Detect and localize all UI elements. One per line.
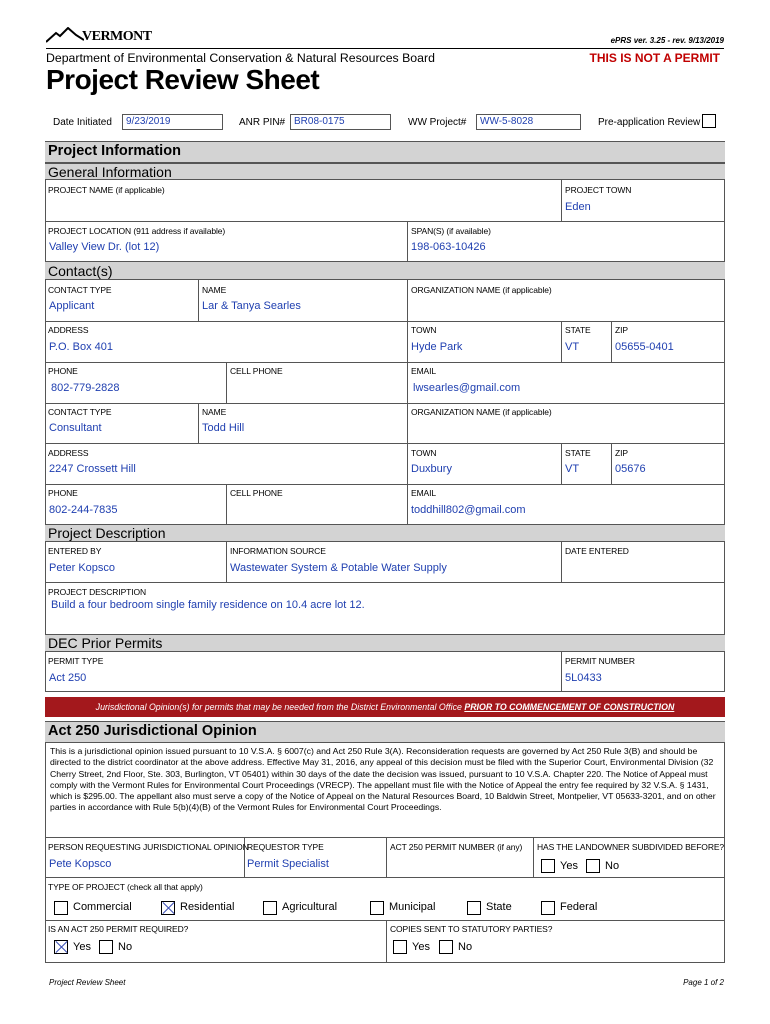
required-yes-label: Yes xyxy=(73,941,91,953)
copies-no-label: No xyxy=(458,941,473,953)
contact2-phone-field[interactable]: 802-244-7835 xyxy=(49,504,118,516)
residential-checkbox[interactable] xyxy=(161,901,175,915)
mountain-icon xyxy=(46,27,84,43)
federal-checkbox[interactable] xyxy=(541,901,555,915)
requestor-type-field[interactable]: Permit Specialist xyxy=(247,858,329,870)
required-no-checkbox[interactable] xyxy=(99,940,113,954)
contacts-band xyxy=(45,261,725,280)
jurisdictional-notice-bar xyxy=(45,697,725,717)
contact1-town-field[interactable]: Hyde Park xyxy=(411,341,463,353)
contact2-name-label: NAME xyxy=(202,407,227,417)
preapp-checkbox[interactable] xyxy=(702,114,716,128)
copies-yes-checkbox[interactable] xyxy=(393,940,407,954)
contact1-type-label: CONTACT TYPE xyxy=(48,285,112,295)
federal-label: Federal xyxy=(560,901,598,913)
subdivided-label: HAS THE LANDOWNER SUBDIVIDED BEFORE? xyxy=(537,842,725,852)
contacts-heading: Contact(s) xyxy=(48,263,113,279)
project-description-label: PROJECT DESCRIPTION xyxy=(48,587,147,597)
contact2-name-field[interactable]: Todd Hill xyxy=(202,422,245,434)
preapp-label: Pre-application Review xyxy=(598,117,701,128)
contact1-town-label: TOWN xyxy=(411,325,437,335)
required-no-label: No xyxy=(118,941,133,953)
subdivided-yes-label: Yes xyxy=(560,860,578,872)
project-description-field[interactable]: Build a four bedroom single family residence on 10.4 acre lot 12. xyxy=(51,599,365,611)
contact1-org-label: ORGANIZATION NAME (if applicable) xyxy=(411,285,552,295)
contact1-address-label: ADDRESS xyxy=(48,325,89,335)
footer-left: Project Review Sheet xyxy=(49,978,126,987)
subdivided-no-label: No xyxy=(605,860,620,872)
logo-text: VERMONT xyxy=(82,29,152,44)
page-title: Project Review Sheet xyxy=(46,64,320,95)
contact2-state-label: STATE xyxy=(565,448,591,458)
permit-number-label: PERMIT NUMBER xyxy=(565,656,635,666)
project-name-label: PROJECT NAME (if applicable) xyxy=(48,185,165,195)
ww-project-field[interactable]: WW-5-8028 xyxy=(476,114,581,130)
contact1-state-field[interactable]: VT xyxy=(565,341,580,353)
date-initiated-field[interactable]: 9/23/2019 xyxy=(122,114,223,130)
date-initiated-label: Date Initiated xyxy=(53,117,112,128)
agricultural-label: Agricultural xyxy=(282,901,338,913)
permit-type-label: PERMIT TYPE xyxy=(48,656,104,666)
date-entered-label: DATE ENTERED xyxy=(565,546,629,556)
version-text: ePRS ver. 3.25 - rev. 9/13/2019 xyxy=(610,36,724,45)
copies-no-checkbox[interactable] xyxy=(439,940,453,954)
prior-permits-heading: DEC Prior Permits xyxy=(48,635,163,651)
jurisdictional-notice-text: Jurisdictional Opinion(s) for permits that may be needed from the District Environmental Office xyxy=(95,702,462,712)
contact2-type-field[interactable]: Consultant xyxy=(49,422,102,434)
span-label: SPAN(S) (if available) xyxy=(411,226,491,236)
entered-by-field[interactable]: Peter Kopsco xyxy=(49,562,116,574)
permit-type-field[interactable]: Act 250 xyxy=(49,672,87,684)
contact2-type-label: CONTACT TYPE xyxy=(48,407,112,417)
agricultural-checkbox[interactable] xyxy=(263,901,277,915)
contact2-org-label: ORGANIZATION NAME (if applicable) xyxy=(411,407,552,417)
footer-page-number: Page 1 of 2 xyxy=(683,978,724,987)
contact2-phone-label: PHONE xyxy=(48,488,78,498)
contact1-zip-field[interactable]: 05655-0401 xyxy=(615,341,674,353)
contact2-town-field[interactable]: Duxbury xyxy=(411,463,452,475)
contact2-zip-field[interactable]: 05676 xyxy=(615,463,646,475)
residential-label: Residential xyxy=(180,901,235,913)
commercial-checkbox[interactable] xyxy=(54,901,68,915)
copies-sent-label: COPIES SENT TO STATUTORY PARTIES? xyxy=(390,924,553,934)
info-source-field[interactable]: Wastewater System & Potable Water Supply xyxy=(230,562,447,574)
jurisdictional-notice-emph: PRIOR TO COMMENCEMENT OF CONSTRUCTION xyxy=(464,702,675,712)
permit-number-field[interactable]: 5L0433 xyxy=(565,672,602,684)
copies-yes-label: Yes xyxy=(412,941,430,953)
act250-heading: Act 250 Jurisdictional Opinion xyxy=(48,723,257,739)
project-location-label: PROJECT LOCATION (911 address if available) xyxy=(48,226,226,236)
state-label: State xyxy=(486,901,512,913)
anr-pin-field[interactable]: BR08-0175 xyxy=(290,114,391,130)
contact1-email-field[interactable]: lwsearles@gmail.com xyxy=(413,382,521,394)
contact1-state-label: STATE xyxy=(565,325,591,335)
contact1-type-field[interactable]: Applicant xyxy=(49,300,95,312)
span-field[interactable]: 198-063-10426 xyxy=(411,241,486,253)
project-name-field[interactable] xyxy=(49,201,554,215)
contact1-address-field[interactable]: P.O. Box 401 xyxy=(49,341,114,353)
contact2-address-field[interactable]: 2247 Crossett Hill xyxy=(49,463,136,475)
project-type-label: TYPE OF PROJECT (check all that apply) xyxy=(48,882,203,892)
contact2-state-field[interactable]: VT xyxy=(565,463,580,475)
project-town-label: PROJECT TOWN xyxy=(565,185,632,195)
required-yes-checkbox[interactable] xyxy=(54,940,68,954)
act250-paragraph: This is a jurisdictional opinion issued pursuant to 10 V.S.A. § 6007(c) and Act 250 Rule 3(A). Reconsideration requests are governed by Act 250 Rule 3(B) and should be directed to the district coordinator at the above address. Effective May 31, 2016, any appeal of this decision must be filed with the Superior Court, Environmental Division (32 Cherry Street, 2nd Floor, Ste. 303, Burlington, VT 05401) within 30 days of the date the decision was issued, pursuant to 10 V.S.A. Chapter 220. The Notice of Appeal must comply with the Vermont Rules for Environmental Court Proceedings (VRECP). The appellant must file with the Notice of Appeal the entry fee required by 32 V.S.A. § 1431, which is $295.00. The appellant also must serve a copy of the Notice of Appeal on the Natural Resources Board, 10 Baldwin Street, Montpelier, VT 05633-3201, and on other parties in accordance with Rule 5(b)(4)(B) of the Vermont Rules for Environmental Court Proceedings. xyxy=(50,746,716,813)
department-name: Department of Environmental Conservation & Natural Resources Board xyxy=(46,51,435,65)
commercial-label: Commercial xyxy=(73,901,132,913)
not-permit-notice: THIS IS NOT A PERMIT xyxy=(589,51,720,65)
contact2-email-label: EMAIL xyxy=(411,488,437,498)
project-location-field[interactable]: Valley View Dr. (lot 12) xyxy=(49,241,160,253)
requestor-type-label: REQUESTOR TYPE xyxy=(247,842,324,852)
person-requesting-label: PERSON REQUESTING JURISDICTIONAL OPINION xyxy=(48,842,249,852)
project-town-field[interactable]: Eden xyxy=(565,201,591,213)
contact1-zip-label: ZIP xyxy=(615,325,628,335)
municipal-label: Municipal xyxy=(389,901,436,913)
contact1-phone-label: PHONE xyxy=(48,366,78,376)
info-source-label: INFORMATION SOURCE xyxy=(230,546,326,556)
anr-pin-label: ANR PIN# xyxy=(239,117,286,128)
contact1-name-field[interactable]: Lar & Tanya Searles xyxy=(202,300,301,312)
contact1-name-label: NAME xyxy=(202,285,227,295)
entered-by-label: ENTERED BY xyxy=(48,546,102,556)
contact2-town-label: TOWN xyxy=(411,448,437,458)
contact2-zip-label: ZIP xyxy=(615,448,628,458)
contact1-phone-field[interactable]: 802-779-2828 xyxy=(51,382,120,394)
municipal-checkbox[interactable] xyxy=(370,901,384,915)
subdivided-yes-checkbox[interactable] xyxy=(541,859,555,873)
permit-required-label: IS AN ACT 250 PERMIT REQUIRED? xyxy=(48,924,189,934)
act250-permit-number-label: ACT 250 PERMIT NUMBER (if any) xyxy=(390,842,523,852)
state-checkbox[interactable] xyxy=(467,901,481,915)
person-requesting-field[interactable]: Pete Kopsco xyxy=(49,858,112,870)
ww-project-label: WW Project# xyxy=(408,117,467,128)
subdivided-no-checkbox[interactable] xyxy=(586,859,600,873)
contact1-cell-label: CELL PHONE xyxy=(230,366,283,376)
general-info-heading: General Information xyxy=(48,164,172,180)
description-heading: Project Description xyxy=(48,525,166,541)
contact2-cell-label: CELL PHONE xyxy=(230,488,283,498)
vermont-logo xyxy=(46,27,152,45)
contact2-email-field[interactable]: toddhill802@gmail.com xyxy=(411,504,526,516)
contact2-address-label: ADDRESS xyxy=(48,448,89,458)
contact1-email-label: EMAIL xyxy=(411,366,437,376)
project-info-heading: Project Information xyxy=(48,143,181,159)
